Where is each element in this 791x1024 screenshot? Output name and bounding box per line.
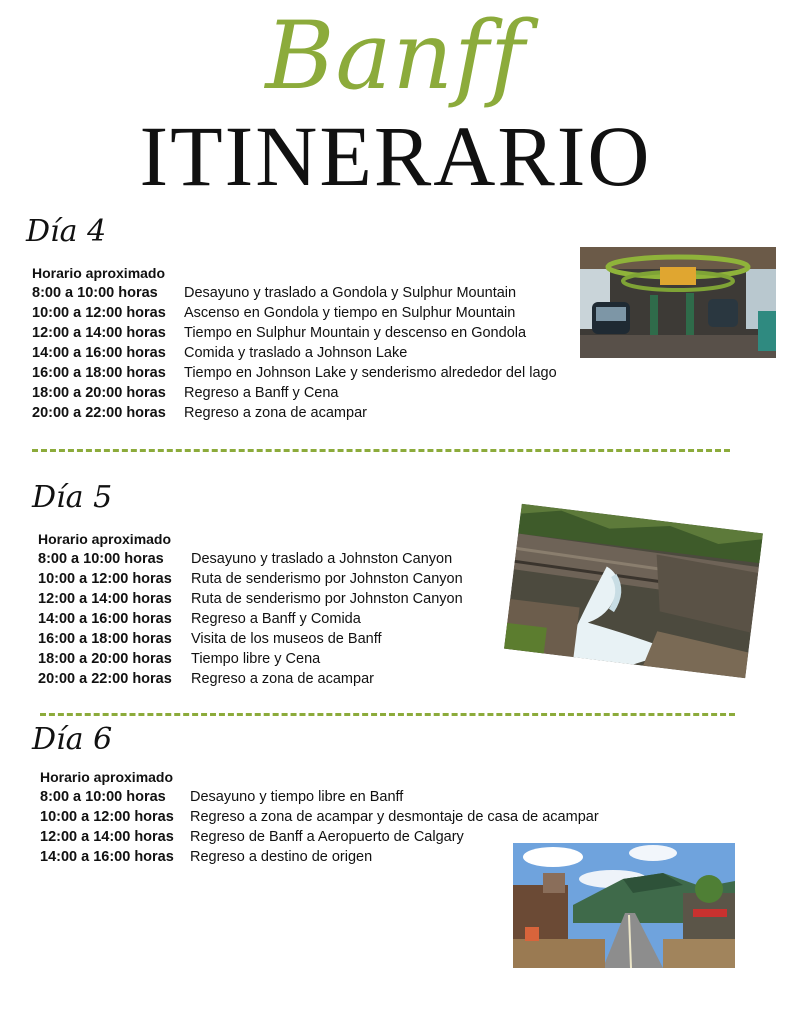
- activity: Tiempo en Johnson Lake y senderismo alrededor del lago: [184, 365, 557, 381]
- day-5-schedule: [38, 529, 463, 689]
- time-slot: 10:00 a 12:00 horas: [32, 305, 166, 321]
- activity: Desayuno y traslado a Johnston Canyon: [191, 551, 453, 567]
- schedule-row: [32, 303, 557, 323]
- time-slot: 14:00 a 16:00 horas: [40, 849, 174, 865]
- day-6-label: Día 6: [32, 722, 113, 757]
- activity: Tiempo libre y Cena: [191, 651, 321, 667]
- activity: Ruta de senderismo por Johnston Canyon: [191, 591, 463, 607]
- activity: Comida y traslado a Johnson Lake: [184, 345, 408, 361]
- time-slot: 16:00 a 18:00 horas: [32, 365, 166, 381]
- activity: Ruta de senderismo por Johnston Canyon: [191, 571, 463, 587]
- banff-avenue-photo: [513, 843, 735, 968]
- banff-script-title: Banff: [265, 2, 526, 111]
- time-slot: 12:00 a 14:00 horas: [32, 325, 166, 341]
- schedule-row: [40, 807, 599, 827]
- schedule-row: [38, 629, 463, 649]
- activity: Visita de los museos de Banff: [191, 631, 382, 647]
- time-slot: 14:00 a 16:00 horas: [38, 611, 172, 627]
- activity: Regreso a Banff y Cena: [184, 385, 339, 401]
- activity: Desayuno y tiempo libre en Banff: [190, 789, 404, 805]
- schedule-row: [38, 649, 463, 669]
- schedule-row: [32, 343, 557, 363]
- activity: Desayuno y traslado a Gondola y Sulphur Mountain: [184, 285, 517, 301]
- itinerary-title: ITINERARIO: [139, 108, 652, 204]
- schedule-row: [32, 363, 557, 383]
- activity: Ascenso en Gondola y tiempo en Sulphur Mountain: [184, 305, 516, 321]
- time-slot: 16:00 a 18:00 horas: [38, 631, 172, 647]
- schedule-row: [32, 283, 557, 303]
- schedule-row: [38, 669, 463, 689]
- activity: Regreso de Banff a Aeropuerto de Calgary: [190, 829, 464, 845]
- schedule-row: [38, 569, 463, 589]
- day-4-label: Día 4: [26, 214, 107, 249]
- activity: Regreso a zona de acampar: [191, 671, 374, 687]
- time-slot: 20:00 a 22:00 horas: [38, 671, 172, 687]
- time-slot: 12:00 a 14:00 horas: [40, 829, 174, 845]
- time-slot: 12:00 a 14:00 horas: [38, 591, 172, 607]
- schedule-row: [32, 323, 557, 343]
- time-slot: 8:00 a 10:00 horas: [38, 551, 164, 567]
- activity: Tiempo en Sulphur Mountain y descenso en Gondola: [184, 325, 527, 341]
- schedule-heading: Horario aproximado: [40, 769, 174, 785]
- schedule-row: [32, 383, 557, 403]
- schedule-row: [38, 589, 463, 609]
- schedule-row: [40, 787, 599, 807]
- time-slot: 20:00 a 22:00 horas: [32, 405, 166, 421]
- schedule-row: [32, 403, 557, 423]
- activity: Regreso a zona de acampar: [184, 405, 367, 421]
- time-slot: 18:00 a 20:00 horas: [38, 651, 172, 667]
- time-slot: 10:00 a 12:00 horas: [40, 809, 174, 825]
- gondola-station-photo: [580, 247, 776, 358]
- time-slot: 18:00 a 20:00 horas: [32, 385, 166, 401]
- day-5-label: Día 5: [32, 480, 113, 515]
- section-divider: [32, 449, 730, 452]
- time-slot: 8:00 a 10:00 horas: [40, 789, 166, 805]
- section-divider: [40, 713, 735, 716]
- activity: Regreso a destino de origen: [190, 849, 373, 865]
- activity: Regreso a Banff y Comida: [191, 611, 361, 627]
- time-slot: 8:00 a 10:00 horas: [32, 285, 158, 301]
- schedule-heading: Horario aproximado: [32, 265, 166, 281]
- schedule-heading: Horario aproximado: [38, 531, 172, 547]
- day-4-schedule: [32, 263, 557, 423]
- time-slot: 14:00 a 16:00 horas: [32, 345, 166, 361]
- schedule-row: [38, 549, 463, 569]
- time-slot: 10:00 a 12:00 horas: [38, 571, 172, 587]
- activity: Regreso a zona de acampar y desmontaje de casa de acampar: [190, 809, 599, 825]
- johnston-canyon-waterfall-photo: [504, 504, 763, 679]
- schedule-row: [38, 609, 463, 629]
